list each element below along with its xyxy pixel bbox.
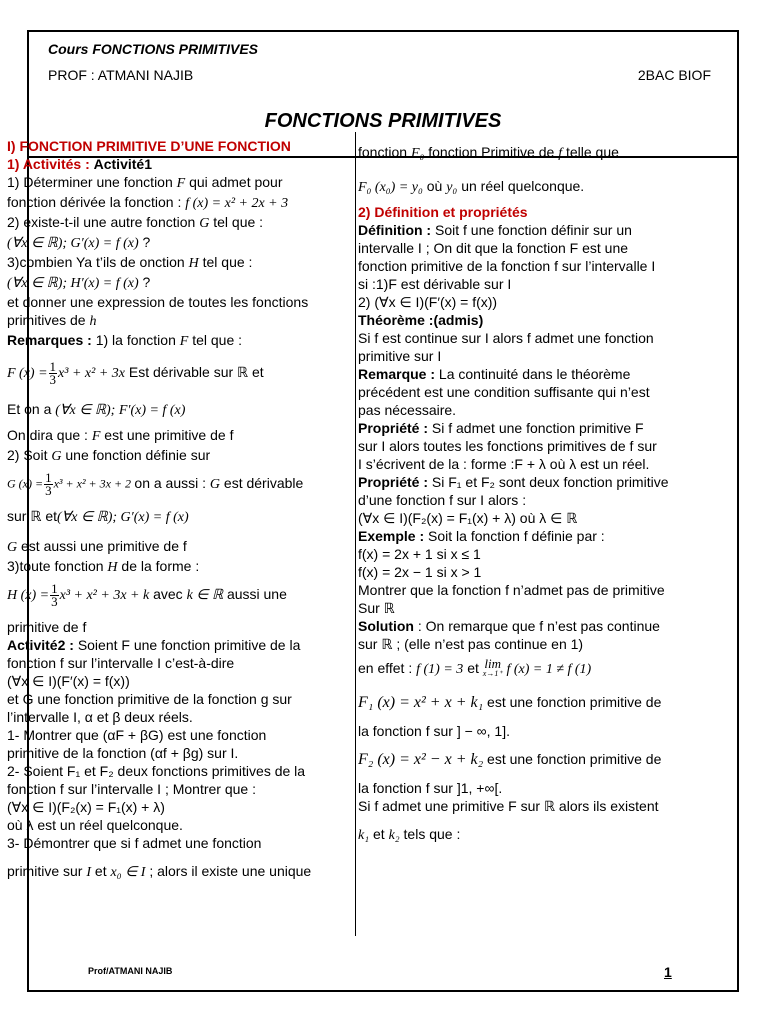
text: un réel quelconque. — [461, 178, 585, 194]
text: on a aussi : — [134, 474, 207, 491]
teacher-name: PROF : ATMANI NAJIB — [48, 67, 194, 83]
symbol: k₂ — [388, 828, 400, 844]
symbol: F₀ — [410, 146, 425, 161]
text: fonction dérivée la fonction : — [7, 194, 182, 210]
text: fonction — [358, 144, 408, 160]
formula: (∀x ∈ ℝ); G′(x) = f (x) — [57, 510, 189, 525]
example-label: Exemple : — [358, 528, 425, 544]
solution-label: Solution — [358, 618, 414, 634]
formula: f (x) = 1 ≠ f (1) — [506, 662, 592, 677]
formula: 2) (∀x ∈ I)(F′(x) = f(x)) — [358, 294, 498, 310]
activities-label: 1) Activités : — [7, 156, 90, 172]
symbol: y₀ — [446, 180, 458, 195]
text: tel que : — [213, 214, 264, 230]
column-divider — [355, 132, 357, 936]
property-label: Propriété : — [358, 474, 429, 490]
text: et — [94, 863, 107, 879]
symbol: F — [179, 334, 189, 349]
formula: (∀x ∈ I)(F′(x) = f(x)) — [7, 673, 130, 689]
text: primitive sur — [7, 863, 83, 879]
text: et donner une expression de toutes les fonctions — [7, 294, 309, 310]
text: est une fonction primitive de — [487, 694, 662, 711]
text: Si f admet une fonction primitive F — [431, 420, 644, 436]
text: Et on a — [7, 401, 52, 417]
formula: f(x) = 2x + 1 si x ≤ 1 — [358, 546, 481, 562]
text: d’une fonction f sur I alors : — [358, 492, 527, 508]
text: Montrer que la fonction f n’admet pas de primitive — [358, 582, 665, 598]
course-title: Cours FONCTIONS PRIMITIVES — [48, 41, 259, 57]
symbol: f — [558, 146, 563, 161]
definition-label: Définition : — [358, 222, 432, 238]
formula: (∀x ∈ ℝ); H′(x) = f (x) — [7, 276, 139, 291]
symbol: G — [199, 216, 210, 231]
text: tel que : — [192, 332, 243, 348]
formula: x³ + x² + 3x + 2 — [53, 476, 132, 491]
symbol: G — [209, 476, 221, 492]
fraction: $\frac{1}{3}$ — [51, 583, 58, 608]
formula: F₀ (x₀) = y₀ — [358, 180, 423, 195]
remarks-label: Remarques : — [7, 332, 92, 348]
text: ; alors il existe une unique — [149, 863, 312, 879]
text: primitive de la fonction (αf + βg) sur I. — [7, 745, 239, 761]
text: tels que : — [403, 826, 461, 843]
formula: F₂ (x) = x² − x + k₂ — [358, 751, 484, 769]
formula: k ∈ ℝ — [186, 588, 224, 604]
text: l’intervalle I, α et β deux réels. — [7, 709, 193, 725]
text: aussi une — [226, 586, 287, 603]
text: I s’écrivent de la : forme :F + λ où λ est un réel. — [358, 456, 650, 472]
text: fonction primitive de la fonction f sur l’intervalle I — [358, 258, 656, 274]
text: qui admet pour — [189, 174, 283, 190]
text: où λ est un réel quelconque. — [7, 817, 183, 833]
section-heading-2: 2) Définition et propriétés — [358, 204, 528, 220]
text: 2) existe-t-il une autre fonction — [7, 214, 196, 230]
formula: (∀x ∈ ℝ); F′(x) = f (x) — [55, 403, 186, 418]
class-level: 2BAC BIOF — [637, 67, 711, 83]
symbol: F — [91, 429, 101, 444]
text: primitive sur I — [358, 348, 442, 364]
text: fonction f sur l’intervalle I ; Montrer que : — [7, 781, 256, 797]
text: sur I alors toutes les fonctions primitives de f sur — [358, 438, 657, 454]
text: La continuité dans le théorème — [438, 366, 631, 382]
text: 1- Montrer que (αF + βG) est une fonction — [7, 727, 267, 743]
formula: x³ + x² + 3x — [58, 366, 125, 382]
symbol: H — [107, 560, 118, 575]
fraction: $\frac{1}{3}$ — [45, 472, 52, 497]
text: 2) Soit — [7, 447, 48, 463]
text: 1) la fonction — [95, 332, 176, 348]
page-title: FONCTIONS PRIMITIVES — [264, 110, 502, 132]
text: primitive de f — [7, 619, 87, 635]
fraction: $\frac{1}{3}$ — [49, 361, 57, 386]
text: 3)combien Ya t’ils de onction — [7, 254, 185, 270]
text: et G une fonction primitive de la fonction g sur — [7, 691, 292, 707]
remark-label: Remarque : — [358, 366, 436, 382]
symbol: h — [89, 314, 97, 329]
text: précédent est une condition suffisante qui n’est — [358, 384, 650, 400]
text: 1) Déterminer une fonction — [7, 174, 173, 190]
text: Sur ℝ — [358, 600, 395, 616]
formula: H (x) = — [7, 588, 50, 604]
symbol: G — [51, 449, 62, 464]
text: sur ℝ ; (elle n’est pas continue en 1) — [358, 636, 584, 652]
formula: (∀x ∈ I)(F₂(x) = F₁(x) + λ) — [7, 799, 165, 815]
formula: F₁ (x) = x² + x + k₁ — [358, 694, 484, 712]
text: la fonction f sur ] − ∞, 1]. — [358, 723, 510, 740]
text: avec — [153, 586, 183, 603]
text: Si f admet une primitive F sur ℝ alors ils existent — [358, 798, 659, 815]
text: Soit f une fonction définir sur un — [435, 222, 632, 238]
formula: F (x) = — [7, 366, 48, 382]
text: telle que — [565, 144, 619, 160]
text: fonction f sur l’intervalle I c’est-à-dire — [7, 655, 235, 671]
formula: G (x) = — [7, 476, 44, 491]
symbol: k₁ — [358, 828, 370, 844]
text: On dira que : — [7, 427, 88, 443]
text: tel que : — [202, 254, 253, 270]
text: en effet : — [358, 660, 413, 676]
formula: x³ + x² + 3x + k — [59, 588, 150, 604]
text: : On remarque que f n’est pas continue — [417, 618, 660, 634]
text: est une fonction primitive de — [487, 751, 662, 768]
text: 2- Soient F₁ et F₂ deux fonctions primitives de la — [7, 763, 306, 779]
text: est une primitive de f — [104, 427, 234, 443]
text: primitives de — [7, 312, 86, 328]
text: une fonction définie sur — [65, 447, 211, 463]
text: 3)toute fonction — [7, 558, 104, 574]
text: Si F₁ et F₂ sont deux fonction primitive — [431, 474, 669, 490]
section-heading-1: I) FONCTION PRIMITIVE D’UNE FONCTION — [7, 138, 291, 154]
formula: f (1) = 3 — [416, 662, 464, 677]
text: sur ℝ et — [7, 508, 57, 524]
page-number: 1 — [664, 964, 672, 980]
text: Est dérivable sur ℝ et — [128, 364, 264, 381]
text: Soit la fonction f définie par : — [428, 528, 605, 544]
text: pas nécessaire. — [358, 402, 457, 418]
symbol: G — [7, 540, 18, 555]
text: et — [467, 660, 479, 676]
symbol: I — [86, 865, 92, 880]
text: fonction Primitive de — [428, 144, 555, 160]
symbol: H — [188, 256, 199, 271]
text: est dérivable — [223, 474, 304, 491]
limit: lim x→1⁺ — [482, 659, 503, 679]
property-label: Propriété : — [358, 420, 429, 436]
left-column: I) FONCTION PRIMITIVE D’UNE FONCTION 1) Activités : Activité1 1) Déterminer une fonction F qui admet pour fonction dérivée la fonction : f (x) = x² + 2x + 3 2) existe-t-il une autre fonction G tel que : (∀x ∈ ℝ); G′(x) = f (x) ? 3)combien Ya t’ils de onction H tel que : (∀x ∈ ℝ); H′(x) = f (x) ? et donner une expression de toutes les fonctions primitives de h Remarques : 1) la fonction F tel que : F (x) = $\frac{1}{3}$ x³ + x² + 3x Est dérivable sur ℝ et Et on a (∀x ∈ ℝ); F′(x) = f (x) On dira que : F est une primitive de f 2) Soit G une fonction définie sur G (x) = $\frac{1}{3}$ x³ + x² + 3x + 2 on a aussi : G est dérivable sur ℝ et(∀x ∈ ℝ); G′(x) = f (x) G est aussi une primitive de f 3)toute fonction H de la forme : H (x) = $\frac{1}{3}$ x³ + x² + 3x + k avec k ∈ ℝ aussi une primitive de f Activité2 : Soient F une fonction primitive de la fonction f sur l’intervalle I c’est-à-dire (∀x ∈ I)(F′(x) = f(x)) et G une fonction primitive de la fonction g sur l’intervalle I, α et β deux réels. 1- Montrer que (αF + βG) est une fonction primitive de la fonction (αf + βg) sur I. 2- Soient F₁ et F₂ deux fonctions primitives de la fonction f sur l’intervalle I ; Montrer que : (∀x ∈ I)(F₂(x) = F₁(x) + λ) où λ est un réel quelconque. 3- Démontrer que si f admet une fonction primitive sur I et x₀ ∈ I ; alors il existe une unique — [7, 137, 349, 882]
formula: f (x) = x² + 2x + 3 — [185, 196, 289, 211]
activity2-label: Activité2 : — [7, 637, 74, 653]
text: Si f est continue sur I alors f admet une fonction — [358, 330, 654, 346]
text: intervalle I ; On dit que la fonction F est une — [358, 240, 629, 256]
symbol: F — [176, 176, 186, 191]
text: et — [372, 826, 385, 843]
right-column — [358, 143, 698, 845]
text: de la forme : — [121, 558, 200, 574]
formula: x₀ ∈ I — [110, 865, 146, 880]
text: 3- Démontrer que si f admet une fonction — [7, 835, 262, 851]
formula: (∀x ∈ ℝ); G′(x) = f (x) — [7, 236, 139, 251]
theorem-label: Théorème :(admis) — [358, 312, 484, 328]
text: la fonction f sur ]1, +∞[. — [358, 780, 503, 797]
formula: f(x) = 2x − 1 si x > 1 — [358, 564, 482, 580]
formula: (∀x ∈ I)(F₂(x) = F₁(x) + λ) où λ ∈ ℝ — [358, 510, 578, 526]
text: si :1)F est dérivable sur I — [358, 276, 512, 292]
activity1-label: Activité1 — [93, 156, 152, 172]
text: est aussi une primitive de f — [21, 538, 187, 554]
text: Soient F une fonction primitive de la — [77, 637, 301, 653]
footer-author: Prof/ATMANI NAJIB — [88, 966, 173, 976]
text: où — [426, 178, 443, 194]
